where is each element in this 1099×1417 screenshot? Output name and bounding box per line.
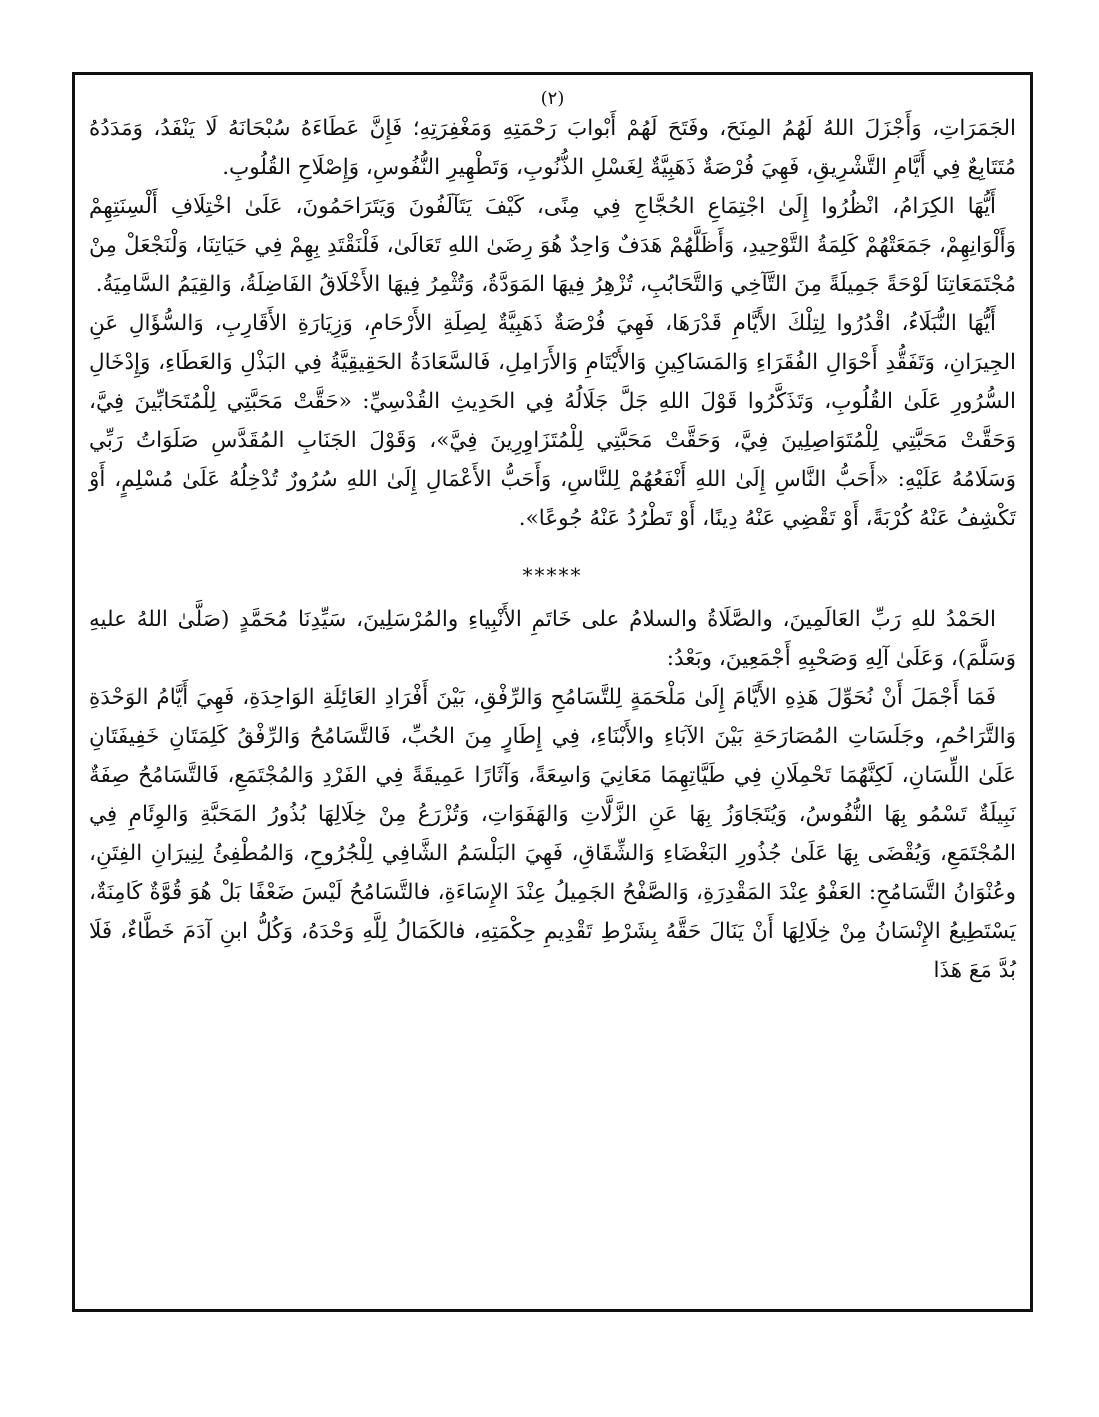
- paragraph-1: الجَمَرَاتِ، وَأَجْزَلَ اللهُ لَهُمُ المِنَحَ، وفَتَحَ لَهُمْ أَبْوابَ رَحْمَتِهِ وَمَغْفِرَتِهِ؛ فَإِنَّ عَطَاءَهُ سُبْحَانَهُ لَا يَنْفَدُ، وَمَدَدُهُ مُتَتَابِعٌ فِي أَيَّامِ التَّشْرِيقِ، فَهِيَ فُرْصَةٌ ذَهَبِيَّةٌ لِغَسْلِ الذُّنُوبِ، وَتَطْهِيرِ النُّفُوسِ، وَإِصْلَاحِ القُلُوبِ.: [89, 116, 1016, 180]
- paragraph-3: أَيُّهَا النُّبَلَاءُ، اقْدُرُوا لِتِلْكَ الأَيَّامِ قَدْرَهَا، فَهِيَ فُرْصَةٌ ذَهَبِيَّةٌ لِصِلَةِ الأَرْحَامِ، وَزِيَارَةِ الأَقَارِبِ، وَالسُّؤَالِ عَنِ الجِيرَانِ، وَتَفَقُّدِ أَحْوَالِ الفُقَرَاءِ وَالمَسَاكِينِ وَالأَيْتَامِ وَالأَرَامِلِ، فَالسَّعَادَةُ الحَقِيقِيَّةُ فِي البَذْلِ وَالعَطَاءِ، وَإِدْخَالِ السُّرُورِ عَلَىٰ القُلُوبِ، وَتَذَكَّرُوا قَوْلَ اللهِ جَلَّ جَلَالُهُ فِي الحَدِيثِ القُدْسِيِّ: «حَقَّتْ مَحَبَّتِي لِلْمُتَحَابِّينَ فِيَّ، وَحَقَّتْ مَحَبَّتِي لِلْمُتَوَاصِلِينَ فِيَّ، وَحَقَّتْ مَحَبَّتِي لِلْمُتَزَاوِرِينَ فِيَّ»، وَقَوْلَ الجَنَابِ المُقَدَّسِ صَلَوَاتُ رَبِّي وَسَلَامُهُ عَلَيْهِ: «أَحَبُّ النَّاسِ إِلَىٰ اللهِ أَنْفَعُهُمْ لِلنَّاسِ، وَأَحَبُّ الأَعْمَالِ إِلَىٰ اللهِ سُرُورٌ تُدْخِلُهُ عَلَىٰ مُسْلِمٍ، أَوْ تَكْشِفُ عَنْهُ كُرْبَةً، أَوْ تَقْضِي عَنْهُ دِينًا، أَوْ تَطْرُدُ عَنْهُ جُوعًا».: [89, 311, 1016, 531]
- document-body: [89, 109, 1016, 990]
- section-separator: *****: [522, 563, 583, 587]
- paragraph-4: الحَمْدُ للهِ رَبِّ العَالَمِينَ، والصَّلَاةُ والسلامُ على خَاتَمِ الأَنْبِياءِ والمُرْسَلِينَ، سَيِّدِنَا مُحَمَّدٍ (صَلَّىٰ اللهُ عليهِ وَسَلَّمَ)، وَعَلَىٰ آلِهِ وَصَحْبِهِ أَجْمَعِينَ، وبَعْدُ:: [89, 607, 1016, 671]
- paragraph-5: فَمَا أَجْمَلَ أَنْ نُحَوِّلَ هَذِهِ الأَيَّامَ إِلَىٰ مَلْحَمَةٍ لِلتَّسَامُحِ وَالرِّفْقِ، بَيْنَ أَفْرَادِ العَائِلَةِ الوَاحِدَةِ، فَهِيَ أَيَّامُ الوَحْدَةِ وَالتَّرَاحُمِ، وجَلَسَاتِ المُصَارَحَةِ بَيْنَ الآبَاءِ والأَبْنَاءِ، فِي إِطَارٍ مِنَ الحُبِّ، فَالتَّسَامُحُ وَالرِّفْقُ كَلِمَتَانِ خَفِيفَتَانِ عَلَىٰ اللِّسَانِ، لَكِنَّهُمَا تَحْمِلَانِ فِي طَيَّاتِهِمَا مَعَانِيَ وَاسِعَةً، وَآثَارًا عَمِيقَةً فِي الفَرْدِ وَالمُجْتَمَعِ، فَالتَّسَامُحُ صِفَةٌ نَبِيلَةٌ تَسْمُو بِهَا النُّفُوسُ، وَيُتَجَاوَزُ بِهَا عَنِ الزَّلَّاتِ وَالهَفَوَاتِ، وَتُزْرَعُ مِنْ خِلَالِهَا بُذُورُ المَحَبَّةِ وَالوِئَامِ فِي المُجْتَمَعِ، وَيُقْضَى بِهَا عَلَىٰ جُذُورِ البَغْضَاءِ وَالشِّقَاقِ، فَهِيَ البَلْسَمُ الشَّافِي لِلْجُرُوحِ، وَالمُطْفِئُ لِنِيرَانِ الفِتَنِ، وعُنْوَانُ التَّسَامُحِ: العَفْوُ عِنْدَ المَقْدِرَةِ، وَالصَّفْحُ الجَمِيلُ عِنْدَ الإِسَاءَةِ، فالتَّسَامُحُ لَيْسَ ضَعْفًا بَلْ هُوَ قُوَّةٌ كَامِنَةٌ، يَسْتَطِيعُ الإِنْسَانُ مِنْ خِلَالِهَا أَنْ يَنَالَ حَقَّهُ بِشَرْطِ تَقْدِيمِ حِكْمَتِهِ، فالكَمَالُ لِلَّهِ وَحْدَهُ، وَكُلُّ ابنِ آدَمَ خَطَّاءٌ، فَلَا بُدَّ مَعَ هَذَا: [89, 685, 1016, 983]
- paragraph-2: أَيُّهَا الكِرَامُ، انْظُرُوا إِلَىٰ اجْتِمَاعِ الحُجَّاجِ فِي مِنًى، كَيْفَ يَتَآلَفُونَ وَيَتَرَاحَمُونَ، عَلَىٰ اخْتِلَافِ أَلْسِنَتِهِمْ وَأَلْوَانِهِمْ، جَمَعَتْهُمْ كَلِمَةُ التَّوْحِيدِ، وَأَظَلَّهُمْ هَدَفٌ وَاحِدٌ هُوَ رِضَىٰ اللهِ تَعَالَىٰ، فَلْنَقْتَدِ بِهِمْ فِي حَيَاتِنَا، وَلْنَجْعَلْ مِنْ مُجْتَمَعَاتِنَا لَوْحَةً جَمِيلَةً مِنَ التَّآخِي وَالتَّحَابُبِ، تُزْهِرُ فِيهَا المَوَدَّةُ، وَتُثْمِرُ فِيهَا الأَخْلَاقُ الفَاضِلَةُ، وَالقِيَمُ السَّامِيَةُ.: [89, 194, 1016, 297]
- page-border-frame: [72, 72, 1033, 1312]
- page-number: (٢): [540, 88, 565, 109]
